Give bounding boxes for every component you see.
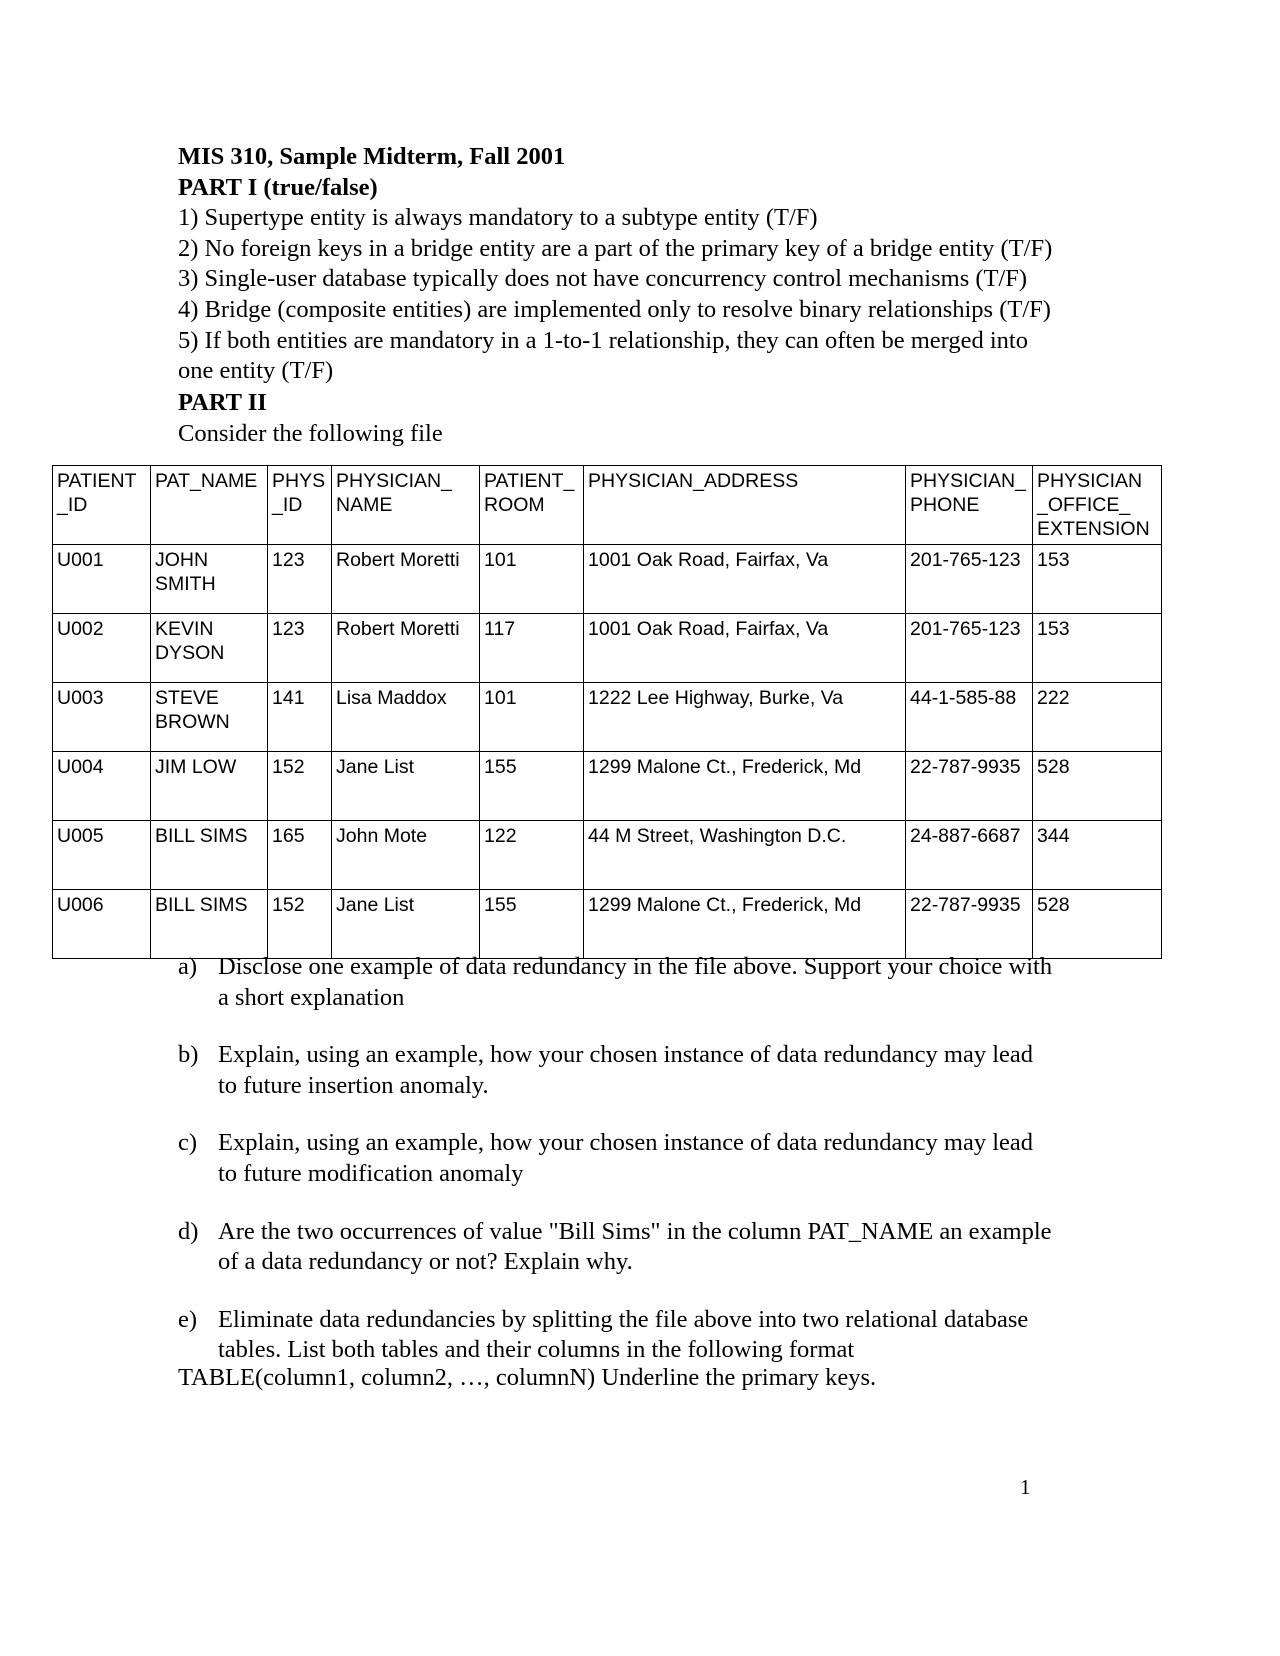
part-one-item-1: 1) Supertype entity is always mandatory to a subtype entity (T/F) (178, 204, 818, 232)
cell-phys-id: 123 (268, 614, 332, 683)
cell-physician-phone: 44-1-585-88 (906, 683, 1033, 752)
question-marker: c) (178, 1129, 198, 1157)
question-item-a (178, 952, 1058, 1013)
cell-patient-room: 155 (480, 890, 584, 959)
cell-pat-name: BILL SIMS (151, 890, 268, 959)
cell-phys-id: 165 (268, 821, 332, 890)
cell-physician-office-extension: 528 (1033, 752, 1162, 821)
cell-physician-office-extension: 528 (1033, 890, 1162, 959)
column-header-physician-phone: PHYSICIAN_ PHONE (906, 466, 1033, 545)
cell-patient-room: 101 (480, 545, 584, 614)
patient-physician-file-table (52, 465, 1161, 959)
cell-pat-name: BILL SIMS (151, 821, 268, 890)
table-row (53, 683, 1162, 752)
cell-physician-phone: 22-787-9935 (906, 752, 1033, 821)
cell-patient-room: 101 (480, 683, 584, 752)
column-header-phys-id: PHYS_ID (268, 466, 332, 545)
cell-pat-name: KEVIN DYSON (151, 614, 268, 683)
question-item-c (178, 1128, 1058, 1189)
cell-patient-room: 122 (480, 821, 584, 890)
column-header-pat-name: PAT_NAME (151, 466, 268, 545)
part-two-block (178, 388, 1058, 449)
column-header-physician-address: PHYSICIAN_ADDRESS (584, 466, 906, 545)
table-row (53, 821, 1162, 890)
question-item-e (178, 1305, 1058, 1366)
cell-physician-name: John Mote (332, 821, 480, 890)
part-two-intro: Consider the following file (178, 419, 443, 447)
part-one-item-3: 3) Single-user database typically does not have concurrency control mechanisms (T/F) (178, 265, 1028, 293)
part-one-item-2: 2) No foreign keys in a bridge entity are a part of the primary key of a bridge entity (T/F) (178, 234, 1053, 262)
table-row (53, 545, 1162, 614)
cell-patient-id: U001 (53, 545, 151, 614)
cell-patient-room: 117 (480, 614, 584, 683)
question-marker: b) (178, 1041, 199, 1069)
part-one-block (178, 142, 1058, 387)
cell-patient-id: U006 (53, 890, 151, 959)
cell-patient-id: U005 (53, 821, 151, 890)
cell-physician-phone: 24-887-6687 (906, 821, 1033, 890)
question-marker: d) (178, 1217, 199, 1245)
cell-pat-name: JIM LOW (151, 752, 268, 821)
question-item-b (178, 1040, 1058, 1101)
column-header-patient-id: PATIENT_ID (53, 466, 151, 545)
cell-physician-address: 1001 Oak Road, Fairfax, Va (584, 545, 906, 614)
cell-physician-name: Robert Moretti (332, 545, 480, 614)
part-one-item-5: 5) If both entities are mandatory in a 1-to-1 relationship, they can often be merged into one entity (T/F) (178, 326, 1028, 385)
cell-patient-room: 155 (480, 752, 584, 821)
table-header-row (53, 466, 1162, 545)
cell-physician-address: 1299 Malone Ct., Frederick, Md (584, 752, 906, 821)
table-row (53, 752, 1162, 821)
cell-physician-office-extension: 153 (1033, 545, 1162, 614)
part-two-heading: PART II (178, 389, 267, 416)
table-format-instruction: TABLE(column1, column2, …, columnN) Underline the primary keys. (178, 1364, 877, 1391)
cell-physician-office-extension: 222 (1033, 683, 1162, 752)
column-header-physician-name: PHYSICIAN_ NAME (332, 466, 480, 545)
cell-physician-name: Robert Moretti (332, 614, 480, 683)
cell-physician-address: 44 M Street, Washington D.C. (584, 821, 906, 890)
cell-phys-id: 123 (268, 545, 332, 614)
cell-phys-id: 152 (268, 890, 332, 959)
question-text: Explain, using an example, how your chosen instance of data redundancy may lead to future modification anomaly (218, 1129, 1034, 1187)
question-item-d (178, 1217, 1058, 1278)
cell-physician-address: 1299 Malone Ct., Frederick, Md (584, 890, 906, 959)
question-text: Disclose one example of data redundancy in the file above. Support your choice with a short explanation (218, 953, 1053, 1011)
column-header-patient-room: PATIENT_ ROOM (480, 466, 584, 545)
cell-patient-id: U002 (53, 614, 151, 683)
page-number: 1 (1020, 1475, 1031, 1499)
cell-pat-name: JOHN SMITH (151, 545, 268, 614)
question-marker: e) (178, 1305, 198, 1333)
cell-physician-office-extension: 153 (1033, 614, 1162, 683)
document-title: MIS 310, Sample Midterm, Fall 2001 (178, 143, 566, 170)
cell-physician-address: 1222 Lee Highway, Burke, Va (584, 683, 906, 752)
cell-physician-name: Jane List (332, 890, 480, 959)
cell-physician-name: Jane List (332, 752, 480, 821)
cell-pat-name: STEVE BROWN (151, 683, 268, 752)
part-one-heading: PART I (true/false) (178, 173, 378, 201)
cell-patient-id: U003 (53, 683, 151, 752)
cell-phys-id: 152 (268, 752, 332, 821)
column-header-physician-office-extension: PHYSICIAN _OFFICE_ EXTENSION (1033, 466, 1162, 545)
question-text: Are the two occurrences of value "Bill Sims" in the column PAT_NAME an example of a data redundancy or not? Explain why. (218, 1217, 1052, 1276)
part-one-item-4: 4) Bridge (composite entities) are implemented only to resolve binary relationships (T/F) (178, 295, 1051, 323)
cell-physician-phone: 201-765-123 (906, 614, 1033, 683)
cell-phys-id: 141 (268, 683, 332, 752)
cell-patient-id: U004 (53, 752, 151, 821)
cell-physician-phone: 22-787-9935 (906, 890, 1033, 959)
cell-physician-address: 1001 Oak Road, Fairfax, Va (584, 614, 906, 683)
table-row (53, 890, 1162, 959)
question-text: Explain, using an example, how your chosen instance of data redundancy may lead to future insertion anomaly. (218, 1041, 1034, 1099)
table-row (53, 614, 1162, 683)
cell-physician-office-extension: 344 (1033, 821, 1162, 890)
question-marker: a) (178, 953, 198, 980)
cell-physician-phone: 201-765-123 (906, 545, 1033, 614)
question-text: Eliminate data redundancies by splitting the file above into two relational database tables. List both tables and their columns in the following format (218, 1305, 1029, 1364)
cell-physician-name: Lisa Maddox (332, 683, 480, 752)
question-list (178, 952, 1058, 1393)
